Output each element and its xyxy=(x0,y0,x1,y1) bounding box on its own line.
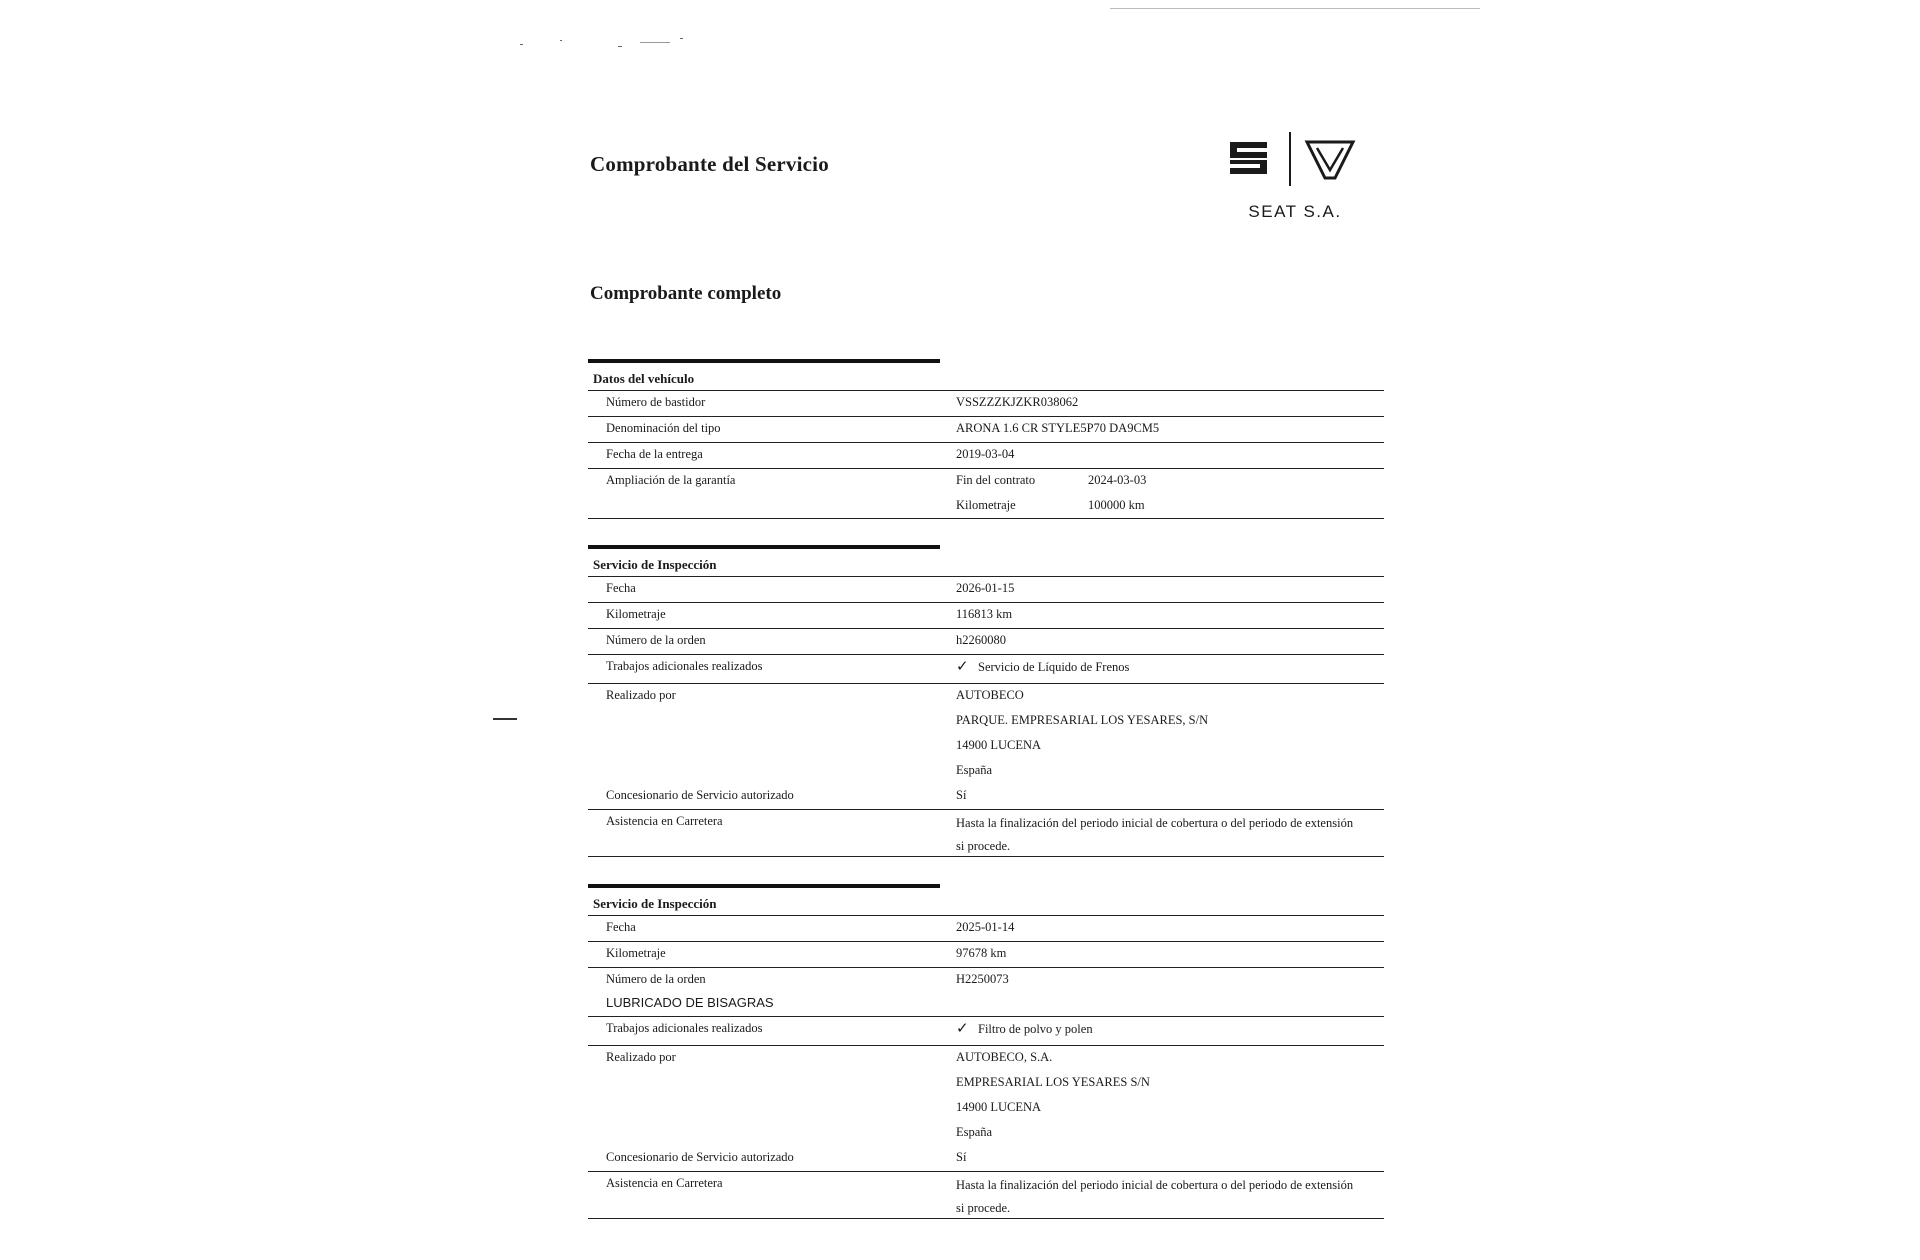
section-title: Datos del vehículo xyxy=(593,371,695,386)
row-label: Denominación del tipo xyxy=(606,421,721,435)
warranty-km-value: 100000 km xyxy=(1088,498,1145,512)
seat-cupra-logo xyxy=(1225,128,1365,228)
address-line: España xyxy=(956,1125,993,1139)
row-label: Realizado por xyxy=(606,1050,676,1064)
contract-end-label: Fin del contrato xyxy=(956,473,1036,487)
address-line: 14900 LUCENA xyxy=(956,1100,1042,1114)
checkmark-icon: ✓ xyxy=(956,657,969,675)
row-label: Número de la orden xyxy=(606,633,706,647)
address-line: 14900 LUCENA xyxy=(956,738,1042,752)
contract-end-value: 2024-03-03 xyxy=(1088,473,1147,487)
section-title: Servicio de Inspección xyxy=(593,557,717,572)
section-bar xyxy=(588,884,940,888)
scan-speck xyxy=(560,40,562,41)
page-subtitle: Comprobante completo xyxy=(590,283,782,304)
row-value: 2025-01-14 xyxy=(956,920,1015,934)
margin-mark xyxy=(493,718,517,720)
row-divider xyxy=(588,1218,1384,1219)
extra-note: LUBRICADO DE BISAGRAS xyxy=(606,995,774,1010)
row-value: Servicio de Líquido de Frenos xyxy=(978,660,1130,674)
extra-note-row xyxy=(588,992,1384,1016)
row-label: Kilometraje xyxy=(606,607,666,621)
section-bar xyxy=(588,545,940,549)
row-label: Fecha xyxy=(606,581,636,595)
section-bar xyxy=(588,359,940,363)
scan-speck xyxy=(520,44,523,45)
table-row xyxy=(588,629,1384,654)
row-label: Número de bastidor xyxy=(606,395,706,409)
section-title: Servicio de Inspección xyxy=(593,896,717,911)
seat-logo-icon xyxy=(1225,128,1365,198)
row-label: Concesionario de Servicio autorizado xyxy=(606,788,794,802)
address-line: EMPRESARIAL LOS YESARES S/N xyxy=(956,1075,1150,1089)
warranty-row xyxy=(588,469,1384,519)
row-divider xyxy=(588,518,1384,519)
performed-by-row xyxy=(588,1046,1384,1146)
row-value: 97678 km xyxy=(956,946,1007,960)
row-value: Filtro de polvo y polen xyxy=(978,1022,1093,1036)
row-value: 116813 km xyxy=(956,607,1013,621)
row-value: 2019-03-04 xyxy=(956,447,1015,461)
table-row xyxy=(588,968,1384,992)
vehicle-data-section xyxy=(588,359,1384,519)
row-label: Fecha de la entrega xyxy=(606,447,703,461)
table-row xyxy=(588,784,1384,809)
scan-speck xyxy=(640,42,670,43)
row-value: h2260080 xyxy=(956,633,1006,647)
table-row xyxy=(588,1017,1384,1045)
address-line: AUTOBECO, S.A. xyxy=(956,1050,1053,1064)
road-assist-line: si procede. xyxy=(956,839,1011,853)
table-row xyxy=(588,1172,1384,1220)
service-section-1 xyxy=(588,545,1384,857)
table-row xyxy=(588,942,1384,967)
row-label: Realizado por xyxy=(606,688,676,702)
table-row xyxy=(588,916,1384,941)
performed-by-row xyxy=(588,684,1384,784)
row-label: Asistencia en Carretera xyxy=(606,814,723,828)
checkmark-icon: ✓ xyxy=(956,1019,969,1037)
road-assist-line: Hasta la finalización del periodo inicial de cobertura o del periodo de extensión xyxy=(956,1178,1354,1192)
table-row xyxy=(588,1146,1384,1171)
road-assist-line: si procede. xyxy=(956,1201,1011,1215)
table-row xyxy=(588,655,1384,683)
row-value: 2026-01-15 xyxy=(956,581,1015,595)
page-title: Comprobante del Servicio xyxy=(590,152,829,176)
row-label: Asistencia en Carretera xyxy=(606,1176,723,1190)
table-row xyxy=(588,443,1384,468)
row-value: VSSZZZKJZKR038062 xyxy=(956,395,1079,409)
brand-name: SEAT S.A. xyxy=(1248,202,1342,221)
row-label: Kilometraje xyxy=(606,946,666,960)
address-line: España xyxy=(956,763,993,777)
scan-speck xyxy=(1110,8,1480,9)
row-label: Número de la orden xyxy=(606,972,706,986)
row-label: Concesionario de Servicio autorizado xyxy=(606,1150,794,1164)
row-value: Sí xyxy=(956,788,967,802)
row-label: Fecha xyxy=(606,920,636,934)
address-line: AUTOBECO xyxy=(956,688,1024,702)
row-divider xyxy=(588,856,1384,857)
row-label: Trabajos adicionales realizados xyxy=(606,659,763,673)
scan-speck xyxy=(618,46,622,47)
service-section-2 xyxy=(588,884,1384,1224)
warranty-km-label: Kilometraje xyxy=(956,498,1016,512)
table-row xyxy=(588,603,1384,628)
row-label: Ampliación de la garantía xyxy=(606,473,736,487)
table-row xyxy=(588,391,1384,416)
row-value: ARONA 1.6 CR STYLE5P70 DA9CM5 xyxy=(956,421,1160,435)
table-row xyxy=(588,810,1384,858)
address-line: PARQUE. EMPRESARIAL LOS YESARES, S/N xyxy=(956,713,1209,727)
row-value: Sí xyxy=(956,1150,967,1164)
row-value: H2250073 xyxy=(956,972,1009,986)
table-row xyxy=(588,417,1384,442)
table-row xyxy=(588,577,1384,602)
row-label: Trabajos adicionales realizados xyxy=(606,1021,763,1035)
scan-speck xyxy=(680,38,683,39)
road-assist-line: Hasta la finalización del periodo inicial de cobertura o del periodo de extensión xyxy=(956,816,1354,830)
